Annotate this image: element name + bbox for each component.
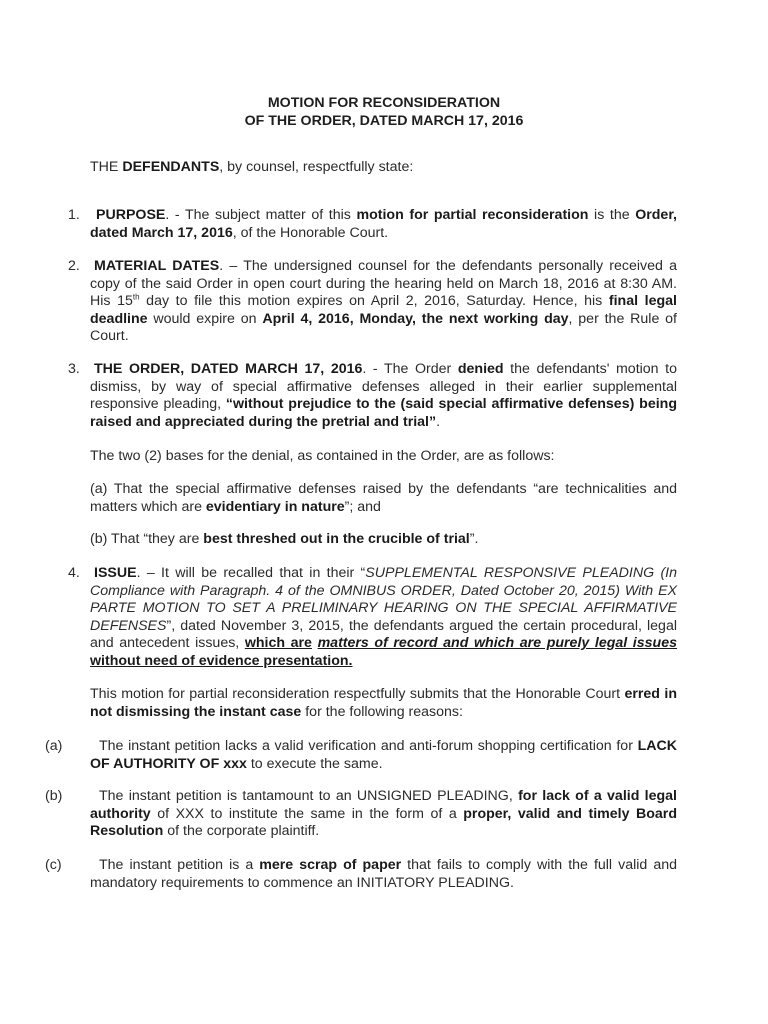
reasons-text: This motion for partial reconsideration respectfully submits that the Honorable Court xyxy=(90,686,625,702)
item-text: day to file this motion expires on April 2, 2016, Saturday. Hence, his xyxy=(139,293,609,309)
item-purpose xyxy=(90,207,677,242)
reason-bold: for lack of a valid legal authority xyxy=(90,788,677,822)
item-bold: motion for partial reconsideration xyxy=(356,207,589,223)
reason-text: The instant petition is a xyxy=(99,857,260,873)
intro-paragraph xyxy=(90,159,413,175)
item-number: 4. xyxy=(68,565,80,581)
item-text: . - The Order xyxy=(362,361,458,377)
item-the-order xyxy=(90,361,677,431)
basis-text: (a) That the special affirmative defenses raised by the defendants “are technicalities and matters which are xyxy=(90,481,677,515)
reasons-bold: erred in not dismissing the instant case xyxy=(90,686,677,720)
item-text: . - The subject matter of this xyxy=(165,207,357,223)
item-number: 3. xyxy=(68,361,80,377)
reason-text: The instant petition is tantamount to an UNSIGNED PLEADING, xyxy=(99,788,519,804)
reason-a xyxy=(90,738,677,773)
item-issue xyxy=(90,565,677,670)
basis-text: ”; and xyxy=(344,498,381,515)
item-bold: final legal deadline xyxy=(90,293,678,327)
basis-b xyxy=(90,531,677,549)
item-material-dates xyxy=(90,258,677,346)
basis-a xyxy=(90,481,677,516)
document-title-line-1: MOTION FOR RECONSIDERATION xyxy=(267,95,501,111)
reasons-intro xyxy=(90,686,677,721)
item-text: , of the Honorable Court. xyxy=(232,224,389,241)
item-heading: THE ORDER, DATED MARCH 17, 2016 xyxy=(94,361,363,377)
reason-b xyxy=(90,788,677,841)
basis-bold: evidentiary in nature xyxy=(205,498,345,515)
item-text: would expire on xyxy=(147,310,263,327)
item-superscript: th xyxy=(132,292,140,302)
item-text: is the xyxy=(588,207,636,223)
item-text: . – It will be recalled that in their “ xyxy=(136,565,366,581)
basis-bold: best threshed out in the crucible of trial xyxy=(203,531,470,547)
item-number: 1. xyxy=(68,207,80,223)
reason-letter: (a) xyxy=(45,738,63,754)
item-number: 2. xyxy=(68,258,80,274)
item-bold: April 4, 2016, Monday, the next working day xyxy=(262,310,569,327)
reason-letter: (c) xyxy=(45,857,62,873)
item-heading: PURPOSE xyxy=(96,207,166,223)
reason-text: of XXX to institute the same in the form of a xyxy=(150,805,464,822)
item-heading: MATERIAL DATES xyxy=(94,258,220,274)
reasons-text: for the following reasons: xyxy=(301,703,463,720)
item-bold-underline: which are xyxy=(244,635,312,651)
reason-text: The instant petition lacks a valid verification and anti-forum shopping certification for xyxy=(99,738,638,754)
reason-bold: LACK OF AUTHORITY OF xxx xyxy=(90,738,677,772)
item-bold: Order, dated March 17, 2016 xyxy=(90,207,677,241)
bases-intro: The two (2) bases for the denial, as contained in the Order, are as follows: xyxy=(90,448,555,464)
item-bold: denied xyxy=(457,361,504,377)
item-bold-underline: without need of evidence presentation. xyxy=(90,652,353,669)
reason-text: to execute the same. xyxy=(246,755,383,772)
reason-bold: mere scrap of paper xyxy=(259,857,402,873)
item-text: . – The undersigned counsel for the defendants personally received a copy of the said Order in open court during the hearing held on March 18, 2016 at 8:30 AM. His 15 xyxy=(90,258,677,309)
intro-party: DEFENDANTS xyxy=(122,159,220,175)
basis-text: (b) That “they are xyxy=(90,531,204,547)
item-bold-underline-italic: matters of record and which are purely legal issues xyxy=(317,635,677,651)
intro-lead: THE xyxy=(90,159,123,175)
reason-text: that fails to comply with the full valid and mandatory requirements to commence an INITIATORY PLEADING. xyxy=(90,857,677,891)
document-title-line-2: OF THE ORDER, DATED MARCH 17, 2016 xyxy=(244,113,524,129)
item-heading: ISSUE xyxy=(94,565,137,581)
reason-c xyxy=(90,857,677,892)
item-text: ”, dated November 3, 2015, the defendants argued the certain procedural, legal and antecedent issues, xyxy=(90,617,677,651)
item-text: . xyxy=(436,413,441,430)
reason-text: of the corporate plaintiff. xyxy=(163,823,320,839)
item-bold: “without prejudice to the (said special affirmative defenses) being raised and appreciated during the pretrial and trial” xyxy=(90,396,677,430)
reason-bold: proper, valid and timely Board Resolution xyxy=(90,805,677,839)
basis-text: ”. xyxy=(469,531,479,547)
item-text: the defendants' motion to dismiss, by way of special affirmative defenses alleged in their earlier supplemental responsive pleading, xyxy=(90,361,677,412)
intro-rest: , by counsel, respectfully state: xyxy=(219,159,414,175)
item-text: , per the Rule of Court. xyxy=(90,310,677,344)
reason-letter: (b) xyxy=(45,788,63,804)
item-italic: SUPPLEMENTAL RESPONSIVE PLEADING (In Compliance with Paragraph. 4 of the OMNIBUS ORDER, Dated October 20, 2015) With EX PARTE MOTION TO SET A PRELIMINARY HEARING ON THE SPECIAL AFFIRMATIVE DEFENSES xyxy=(90,565,678,634)
